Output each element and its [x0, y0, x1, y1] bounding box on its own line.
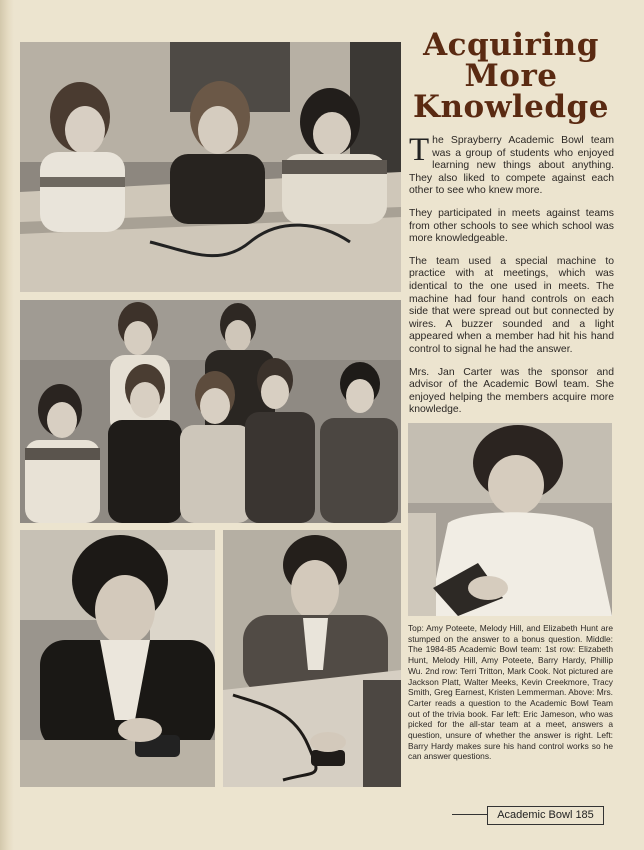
- photo-student-answering: [20, 530, 215, 787]
- paragraph: The team used a special machine to practice with at meetings, which was identical to the one used in meets. The machine had four hand controls on each side that were spread out but connected by wires. A buzzer sounded and a light appeared when a member had hit his hand control to signal he had the answer.: [409, 255, 614, 355]
- title-line: Acquiring: [423, 27, 599, 63]
- page-binding-shadow: [0, 0, 14, 850]
- paragraph: They participated in meets against teams from other schools to see which school was more knowledgeable.: [409, 207, 614, 245]
- photo-three-students-at-table: [20, 42, 401, 292]
- drop-cap: T: [409, 132, 430, 168]
- paragraph-intro: [409, 132, 614, 198]
- paragraph-text: he Sprayberry Academic Bowl team was a group of students who enjoyed learning new things about anything. They also liked to compete against each other to see who knew more.: [409, 135, 614, 197]
- photo-caption: Top: Amy Poteete, Melody Hill, and Elizabeth Hunt are stumped on the answer to a bonus question. Middle: The 1984-85 Academic Bowl team: 1st row: Elizabeth Hunt, Melody Hill, Amy Poteete, Barry Hardy, Phillip Wu. 2nd row: Terri Tritton, Mark Cook. Not pictured are Jackson Platt, Walter Meeks, Kevin Creekmore, Tracy Smith, Greg Earnest, Kristen Lemmerman. Above: Mrs. Carter reads a question to the Academic Bowl Team out of the trivia book. Far left: Eric Jameson, who was picked for the all-star team at a meet, answers a question, unsure of whether the answer is right. Left: Barry Hardy makes sure his hand control works so he can answer questions.: [408, 623, 613, 762]
- photo-student-hand-control: [223, 530, 401, 787]
- article-body: [409, 132, 614, 427]
- page-folio: Academic Bowl 185: [487, 806, 604, 825]
- photo-team-group: [20, 300, 401, 523]
- title-line: Knowledge: [413, 89, 609, 125]
- paragraph: Mrs. Jan Carter was the sponsor and advisor of the Academic Bowl team. She enjoyed helping the members acquire more knowledge.: [409, 366, 614, 416]
- title-line: More: [464, 58, 558, 94]
- folio-rule: [452, 814, 487, 815]
- photo-sponsor-reading: [408, 423, 612, 616]
- page-title: [408, 27, 614, 125]
